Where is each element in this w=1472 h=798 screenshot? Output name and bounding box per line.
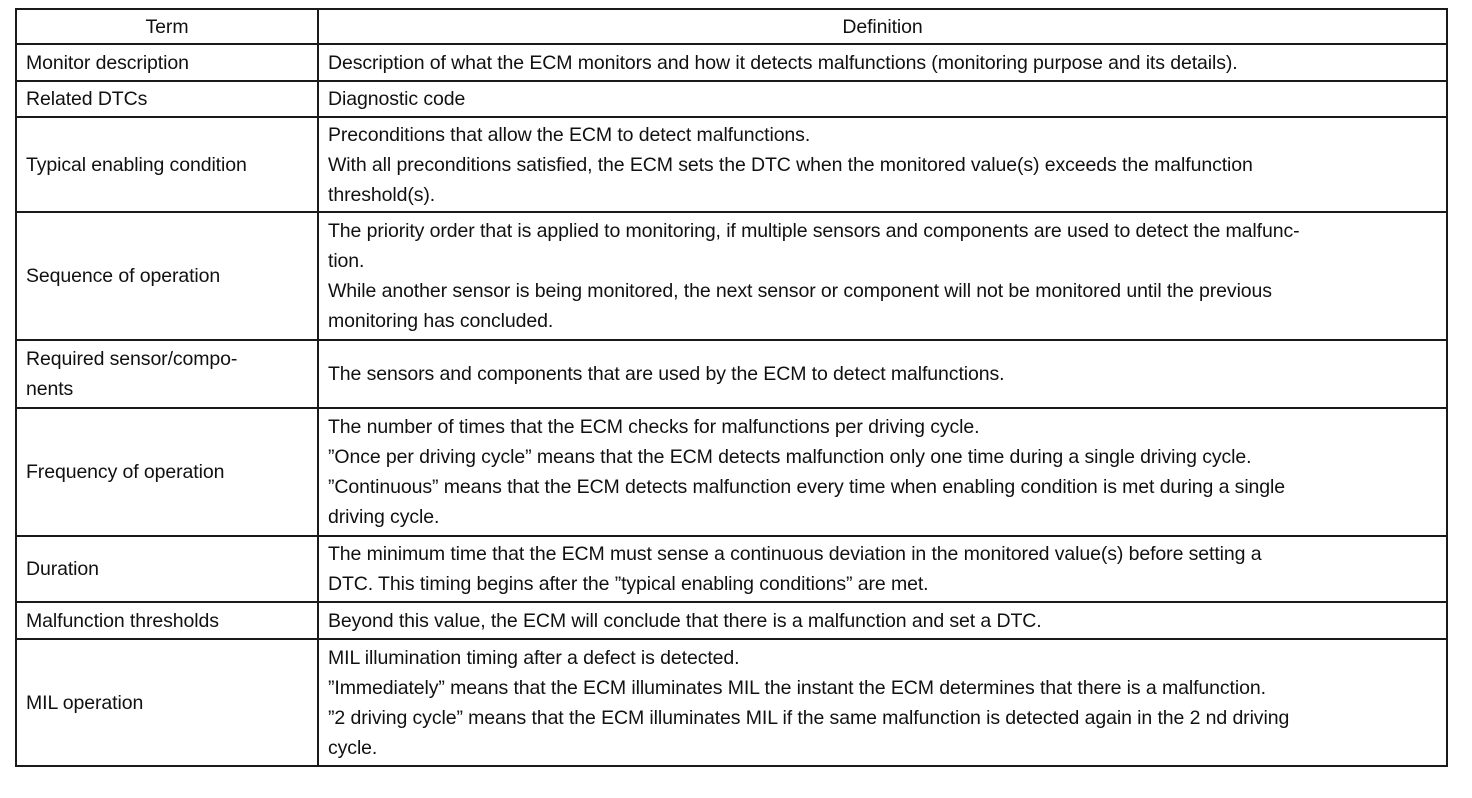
definition-text: The priority order that is applied to monitoring, if multiple sensors and components are used to detect the malfunc-: [328, 220, 1300, 242]
table-row: [16, 602, 1447, 639]
table-header-row: [16, 9, 1447, 44]
definition-text: The number of times that the ECM checks for malfunctions per driving cycle.: [328, 416, 980, 438]
definition-text: Description of what the ECM monitors and how it detects malfunctions (monitoring purpose and its details).: [328, 51, 1238, 74]
term-cell: [16, 602, 318, 639]
definition-text: ”Immediately” means that the ECM illuminates MIL the instant the ECM determines that there is a malfunction.: [328, 676, 1266, 699]
definition-cell: [318, 117, 1447, 212]
definition-text: ”2 driving cycle” means that the ECM illuminates MIL if the same malfunction is detected again in the 2 nd driving: [328, 706, 1290, 729]
definition-cell: [318, 340, 1447, 408]
definition-text: While another sensor is being monitored, the next sensor or component will not be monitored until the previous: [328, 280, 1272, 302]
terms-table: [15, 8, 1448, 767]
term-cell: [16, 81, 318, 117]
definition-cell: [318, 639, 1447, 766]
term-cell: [16, 212, 318, 340]
definition-text: ”Once per driving cycle” means that the ECM detects malfunction only one time during a single driving cycle.: [328, 446, 1252, 468]
definition-text: threshold(s).: [328, 183, 436, 206]
definition-cell: [318, 81, 1447, 117]
definition-text: Diagnostic code: [328, 88, 466, 110]
definition-cell: [318, 536, 1447, 602]
term-cell: [16, 536, 318, 602]
term-cell: [16, 44, 318, 81]
table-row: [16, 212, 1447, 340]
definition-cell: [318, 44, 1447, 81]
term-cell: [16, 117, 318, 212]
term-text: Duration: [26, 558, 99, 580]
table-row: [16, 117, 1447, 212]
definition-text: cycle.: [328, 736, 378, 759]
term-text: nents: [26, 378, 74, 400]
definition-text: Preconditions that allow the ECM to detect malfunctions.: [328, 123, 811, 146]
term-text: Sequence of operation: [26, 265, 221, 287]
table-row: [16, 44, 1447, 81]
term-text: Typical enabling condition: [26, 153, 247, 176]
term-text: Required sensor/compo-: [26, 348, 238, 370]
table-row: [16, 81, 1447, 117]
term-cell: [16, 408, 318, 536]
term-text: Related DTCs: [26, 88, 148, 110]
term-text: Malfunction thresholds: [26, 609, 219, 632]
definition-text: MIL illumination timing after a defect is detected.: [328, 646, 740, 669]
definition-text: The sensors and components that are used by the ECM to detect malfunctions.: [328, 363, 1005, 385]
term-column-header: Term: [16, 9, 318, 44]
definition-text: driving cycle.: [328, 506, 440, 528]
definition-cell: [318, 408, 1447, 536]
table-row: [16, 408, 1447, 536]
term-text: MIL operation: [26, 691, 144, 714]
definition-text: Beyond this value, the ECM will conclude that there is a malfunction and set a DTC.: [328, 609, 1042, 632]
term-cell: [16, 639, 318, 766]
term-text: Frequency of operation: [26, 461, 225, 483]
table-row: [16, 536, 1447, 602]
definition-text: ”Continuous” means that the ECM detects malfunction every time when enabling condition is met during a single: [328, 476, 1286, 498]
term-text: Monitor description: [26, 51, 189, 74]
definition-cell: [318, 212, 1447, 340]
definition-cell: [318, 602, 1447, 639]
table-row: [16, 340, 1447, 408]
definition-text: DTC. This timing begins after the ”typical enabling conditions” are met.: [328, 573, 929, 595]
table-row: [16, 639, 1447, 766]
term-cell: [16, 340, 318, 408]
definition-text: monitoring has concluded.: [328, 310, 554, 332]
definition-text: The minimum time that the ECM must sense a continuous deviation in the monitored value(s) before setting a: [328, 543, 1262, 565]
definition-column-header: Definition: [318, 9, 1447, 44]
definition-text: With all preconditions satisfied, the ECM sets the DTC when the monitored value(s) exceeds the malfunction: [328, 153, 1253, 176]
definition-text: tion.: [328, 250, 365, 272]
